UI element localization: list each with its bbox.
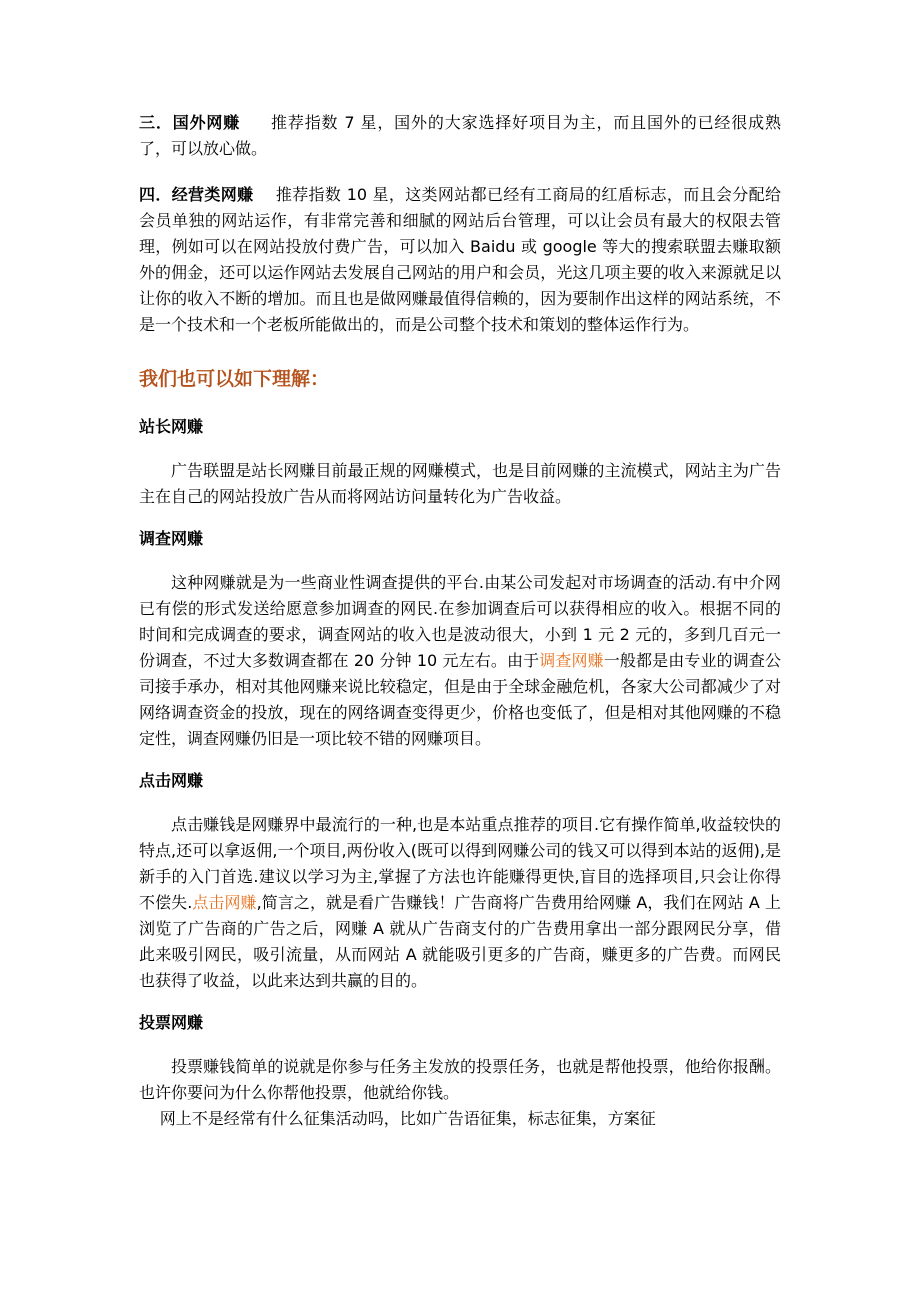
webmaster-heading: 站长网赚 bbox=[139, 417, 204, 436]
vote-body-1: 投票赚钱简单的说就是你参与任务主发放的投票任务，也就是帮他投票，他给你报酬。也许你要问为什么你帮他投票，他就给你钱。 bbox=[139, 1057, 781, 1102]
survey-link[interactable]: 调查网赚 bbox=[539, 651, 604, 670]
click-link[interactable]: 点击网赚 bbox=[192, 893, 257, 912]
survey-heading: 调查网赚 bbox=[139, 529, 204, 548]
understand-heading: 我们也可以如下理解： bbox=[139, 368, 330, 390]
vote-heading: 投票网赚 bbox=[139, 1013, 204, 1032]
section-3-paragraph bbox=[139, 110, 781, 162]
document-page bbox=[139, 110, 781, 1132]
survey-body-end: 一般都是由专业的调查公司接手承办，相对其他网赚来说比较稳定，但是由于全球金融危机，各家大公司都减少了对网络调查资金的投放，现在的网络调查变得更少，价格也变低了，但是相对其他网赚的不稳定性，调查网赚仍旧是一项比较不错的网赚项目。 bbox=[139, 651, 781, 748]
click-body-end: ,简言之，就是看广告赚钱！广告商将广告费用给网赚 A，我们在网站 A 上浏览了广告商的广告之后，网赚 A 就从广告商支付的广告费用拿出一部分跟网民分享，借此来吸引网民，吸引流量，从而网站 A 就能吸引更多的广告商，赚更多的广告费。而网民也获得了收益，以此来达到共赢的目的。 bbox=[139, 893, 781, 990]
section-4-body: 推荐指数 10 星，这类网站都已经有工商局的红盾标志，而且会分配给会员单独的网站运作，有非常完善和细腻的网站后台管理，可以让会员有最大的权限去管理，例如可以在网站投放付费广告，可以加入 Baidu 或 google 等大的搜索联盟去赚取额外的佣金，还可以运作网站去发展自己网站的用户和会员，光这几项主要的收入来源就足以让你的收入不断的增加。而且也是做网赚最值得信赖的，因为要制作出这样的网站系统，不是一个技术和一个老板所能做出的，而是公司整个技术和策划的整体运作行为。 bbox=[139, 185, 781, 334]
click-body-start: 点击赚钱是网赚界中最流行的一种,也是本站重点推荐的项目.它有操作简单,收益较快的特点,还可以拿返佣,一个项目,两份收入(既可以得到网赚公司的钱又可以得到本站的返佣),是新手的入门首选.建议以学习为主,掌握了方法也许能赚得更快,盲目的选择项目,只会让你得不偿失. bbox=[139, 815, 781, 912]
click-paragraph bbox=[139, 812, 781, 994]
survey-body-start: 这种网赚就是为一些商业性调查提供的平台.由某公司发起对市场调查的活动.有中介网已有偿的形式发送给愿意参加调查的网民.在参加调查后可以获得相应的收入。根据不同的时间和完成调查的要求，调查网站的收入也是波动很大，小到 1 元 2 元的，多到几百元一份调查，不过大多数调查都在 20 分钟 10 元左右。由于 bbox=[139, 573, 781, 670]
vote-body-2: 网上不是经常有什么征集活动吗，比如广告语征集，标志征集，方案征 bbox=[159, 1109, 656, 1128]
section-4-paragraph bbox=[139, 182, 781, 338]
click-heading: 点击网赚 bbox=[139, 771, 204, 790]
section-3-body: 推荐指数 7 星，国外的大家选择好项目为主，而且国外的已经很成熟了，可以放心做。 bbox=[139, 113, 781, 158]
survey-paragraph bbox=[139, 570, 781, 752]
section-3-heading: 三．国外网赚 bbox=[139, 113, 241, 132]
section-4-heading: 四．经营类网赚 bbox=[139, 185, 254, 204]
webmaster-body: 广告联盟是站长网赚目前最正规的网赚模式，也是目前网赚的主流模式，网站主为广告主在自己的网站投放广告从而将网站访问量转化为广告收益。 bbox=[139, 461, 781, 506]
